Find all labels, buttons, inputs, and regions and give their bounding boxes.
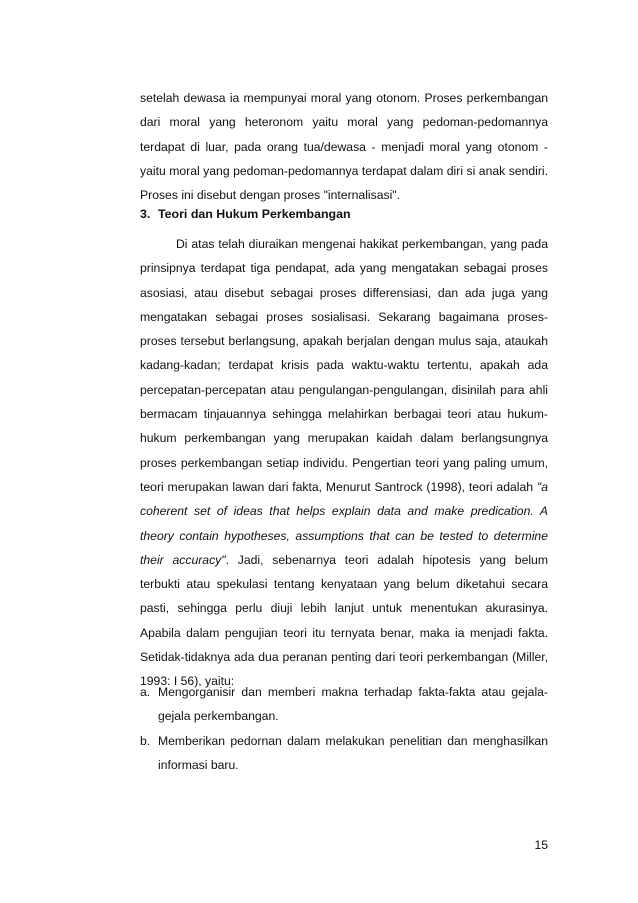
body-text-before-quote: Di atas telah diuraikan mengenai hakikat perkembangan, yang pada prinsipnya terdapat tiga pendapat, ada yang mengatakan sebagai proses asosiasi, atau disebut sebagai proses differensiasi, dan ada juga yang mengatakan sebagai proses sosialisasi. Sekarang bagaimana proses-proses tersebut berlangsung, apakah berjalan dengan mulus saja, ataukah kadang-kadan; terdapat krisis pada waktu-waktu tertentu, apakah ada percepatan-percepatan atau pengulangan-pengulangan, disinilah para ahli bermacam tinjauannya sehingga melahirkan berbagai teori atau hukum-hukum perkembangan yang merupakan kaidah dalam berlangsungnya proses perkembangan setiap individu. Pengertian teori yang paling umum, teori merupakan lawan dari fakta, Menurut Santrock (1998), teori adalah bbox=[140, 237, 548, 494]
section-number: 3. bbox=[140, 207, 151, 221]
list-item-text: Mengorganisir dan memberi makna terhadap fakta-fakta atau gejala-gejala perkembangan. bbox=[158, 685, 548, 724]
list-item-text: Memberikan pedornan dalam melakukan penelitian dan menghasilkan informasi baru. bbox=[158, 733, 548, 772]
list-item bbox=[140, 680, 548, 729]
page-number: 15 bbox=[534, 838, 548, 852]
intro-paragraph: setelah dewasa ia mempunyai moral yang otonom. Proses perkembangan dari moral yang heteronom yaitu moral yang pedoman-pedomannya terdapat di luar, pada orang tua/dewasa - menjadi moral yang otonom - yaitu moral yang pedoman-pedomannya terdapat dalam diri si anak sendiri. Proses ini disebut dengan proses "internalisasi". bbox=[140, 91, 548, 203]
section-title: Teori dan Hukum Perkembangan bbox=[158, 207, 351, 221]
list-item bbox=[140, 729, 548, 778]
list-marker: a. bbox=[140, 685, 151, 699]
list-marker: b. bbox=[140, 733, 151, 748]
body-paragraph bbox=[140, 232, 548, 694]
body-text-after-quote: . Jadi, sebenarnya teori adalah hipotesis yang belum terbukti atau spekulasi tentang kenyataan yang belum diketahui secara pasti, sehingga perlu diuji lebih lanjut untuk menentukan akurasinya. Apabila dalam pengujian teori itu ternyata benar, maka ia menjadi fakta. Setidak-tidaknya ada dua peranan penting dari teori perkembangan (Miller, 1993: I 56), yaitu: bbox=[140, 552, 548, 689]
quoted-definition: "a coherent set of ideas that helps explain data and make predication. A theory contain hypotheses, assumptions that can be tested to determine their accuracy" bbox=[140, 479, 548, 567]
roles-list bbox=[140, 680, 548, 777]
section-heading bbox=[140, 207, 351, 221]
